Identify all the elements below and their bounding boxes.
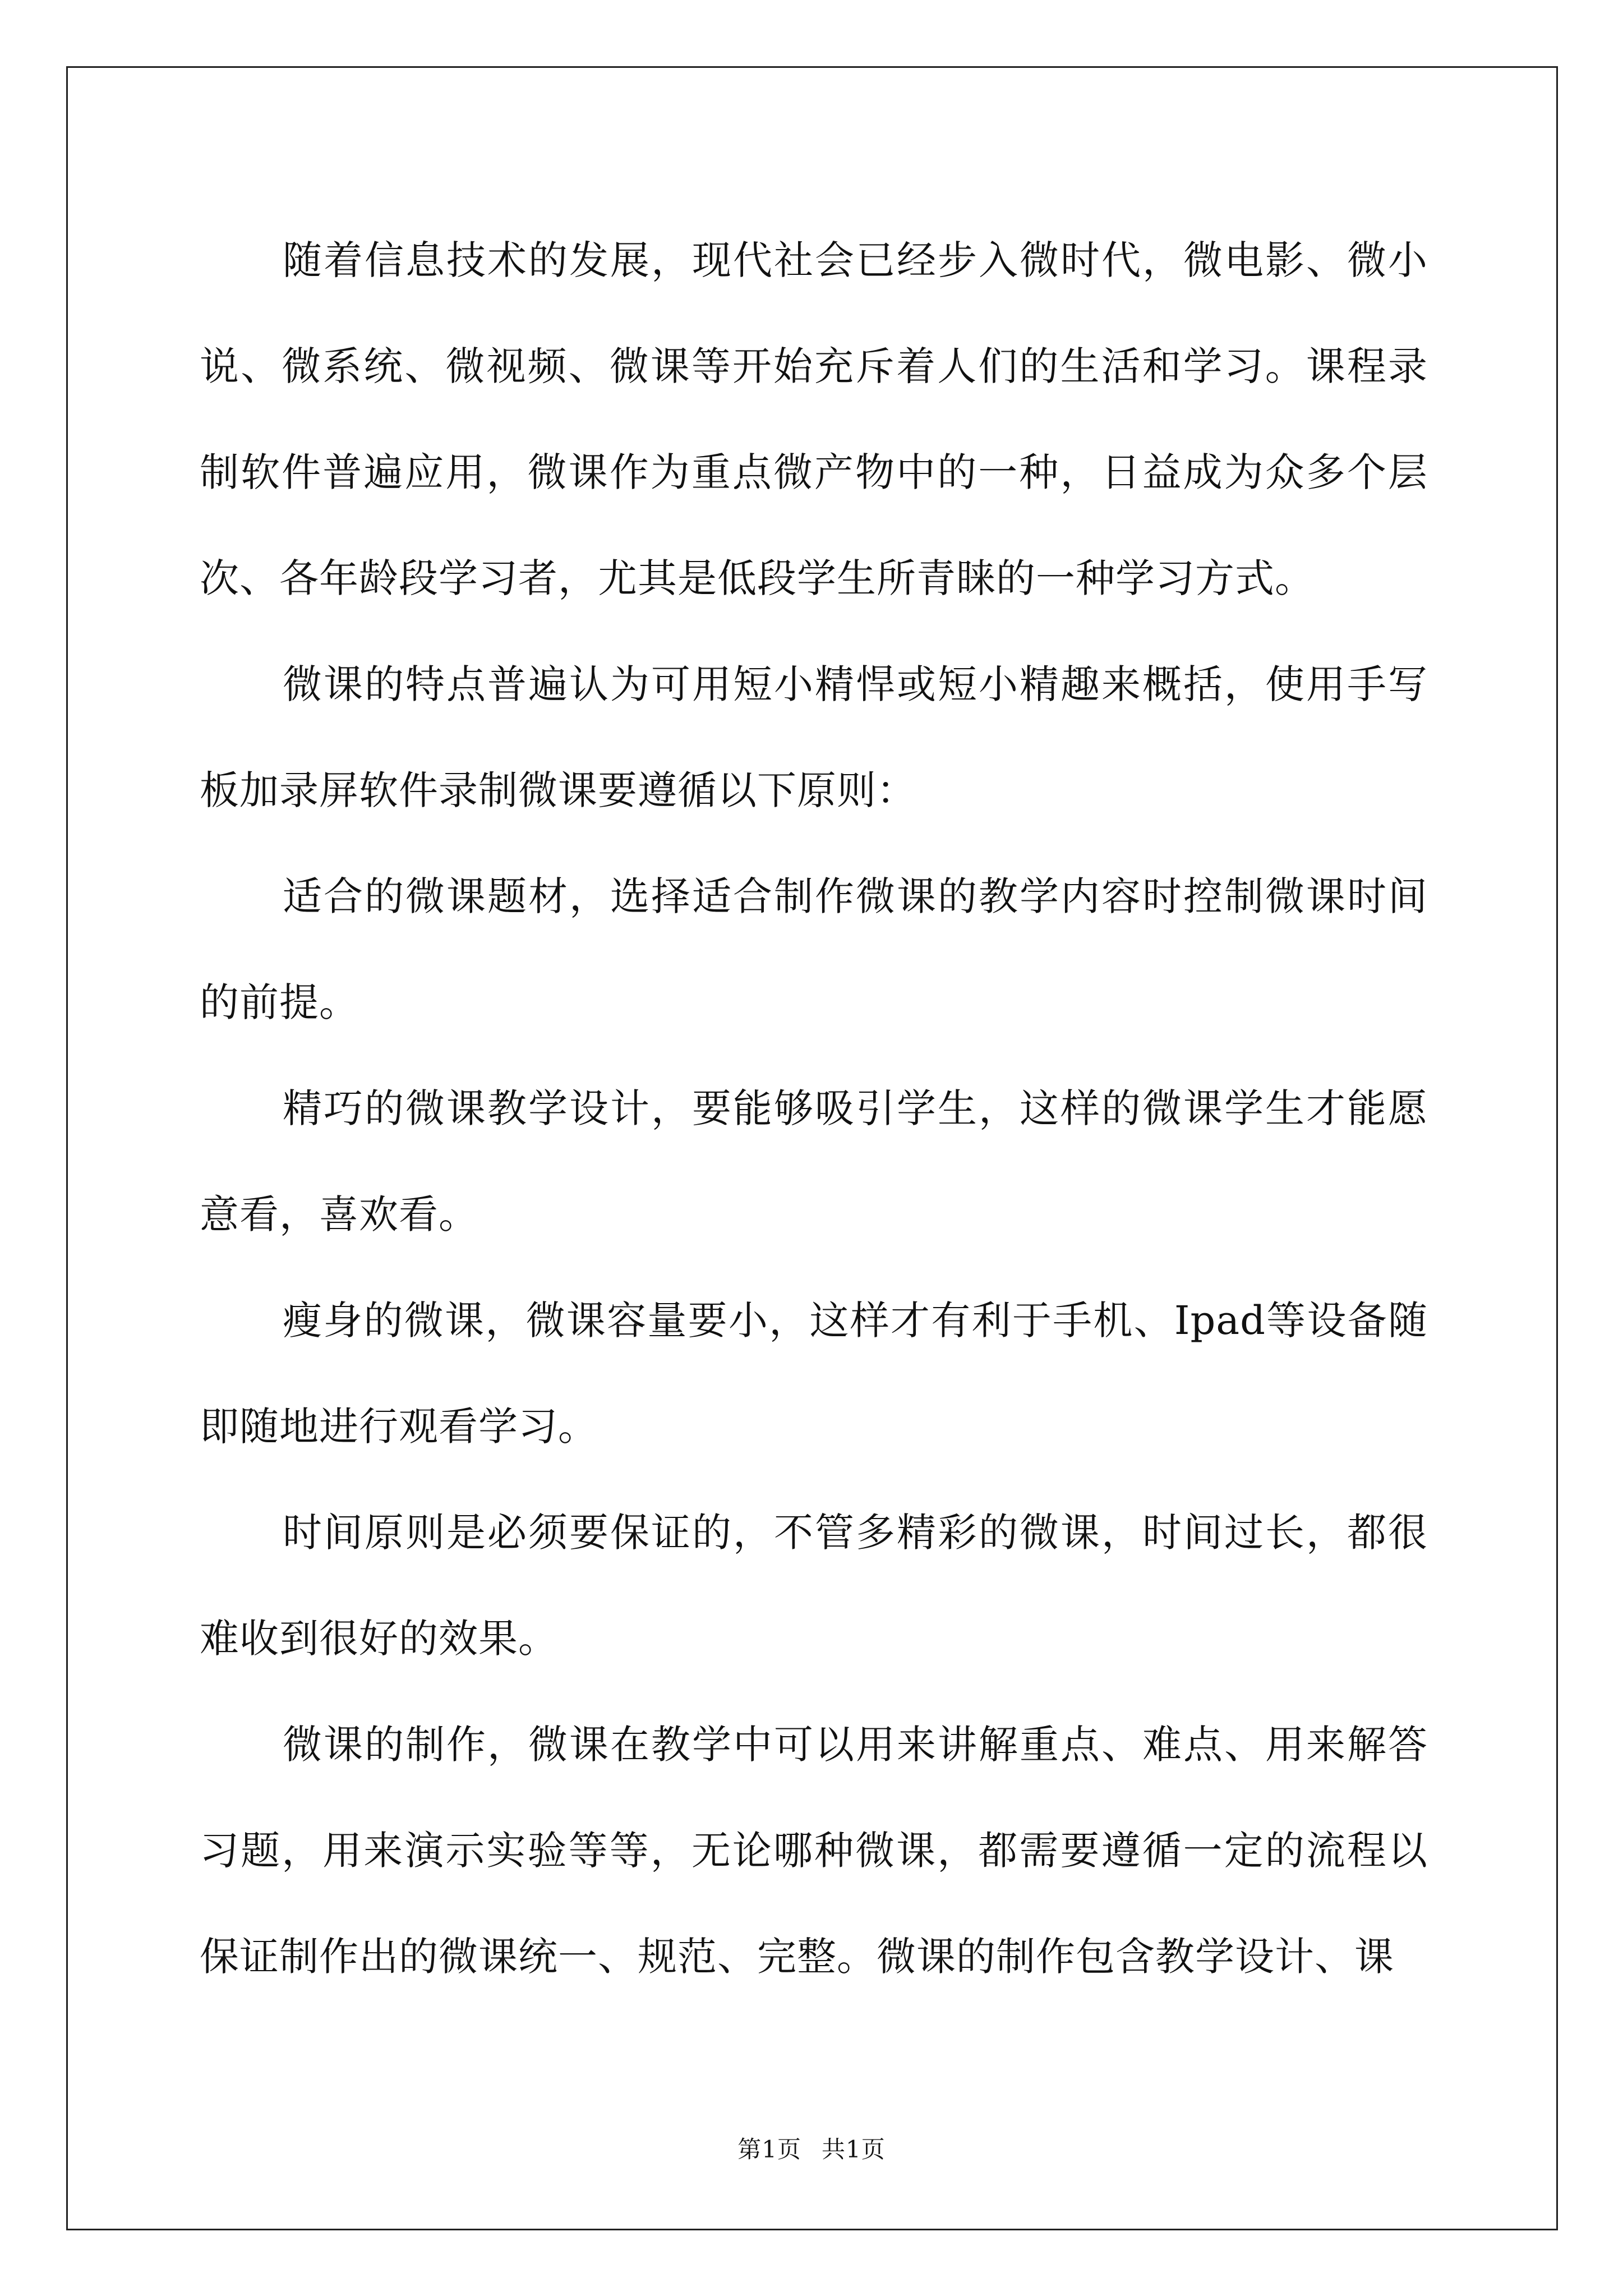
page-footer (0, 2133, 1623, 2166)
paragraph-design: 精巧的微课教学设计，要能够吸引学生，这样的微课学生才能愿意看，喜欢看。 (200, 1085, 1428, 1237)
paragraph-time: 时间原则是必须要保证的，不管多精彩的微课，时间过长，都很难收到很好的效果。 (200, 1510, 1428, 1662)
document-body (200, 208, 1428, 2010)
paragraph-production: 微课的制作，微课在教学中可以用来讲解重点、难点、用来解答习题，用来演示实验等等，无论哪种微课，都需要遵循一定的流程以保证制作出的微课统一、规范、完整。微课的制作包含教学设计、课 (200, 1722, 1428, 1980)
paragraph-topic: 适合的微课题材，选择适合制作微课的教学内容时控制微课时间的前提。 (200, 873, 1428, 1025)
paragraph-intro: 随着信息技术的发展，现代社会已经步入微时代，微电影、微小说、微系统、微视频、微课等开始充斥着人们的生活和学习。课程录制软件普遍应用，微课作为重点微产物中的一种，日益成为众多个层次、各年龄段学习者，尤其是低段学生所青睐的一种学习方式。 (200, 237, 1428, 601)
paragraph-features: 微课的特点普遍认为可用短小精悍或短小精趣来概括，使用手写板加录屏软件录制微课要遵循以下原则： (200, 661, 1428, 813)
paragraph-size: 瘦身的微课，微课容量要小，这样才有利于手机、Ipad等设备随即随地进行观看学习。 (200, 1297, 1428, 1450)
page-number: 第1页 (737, 2136, 801, 2163)
page-total: 共1页 (822, 2136, 886, 2163)
